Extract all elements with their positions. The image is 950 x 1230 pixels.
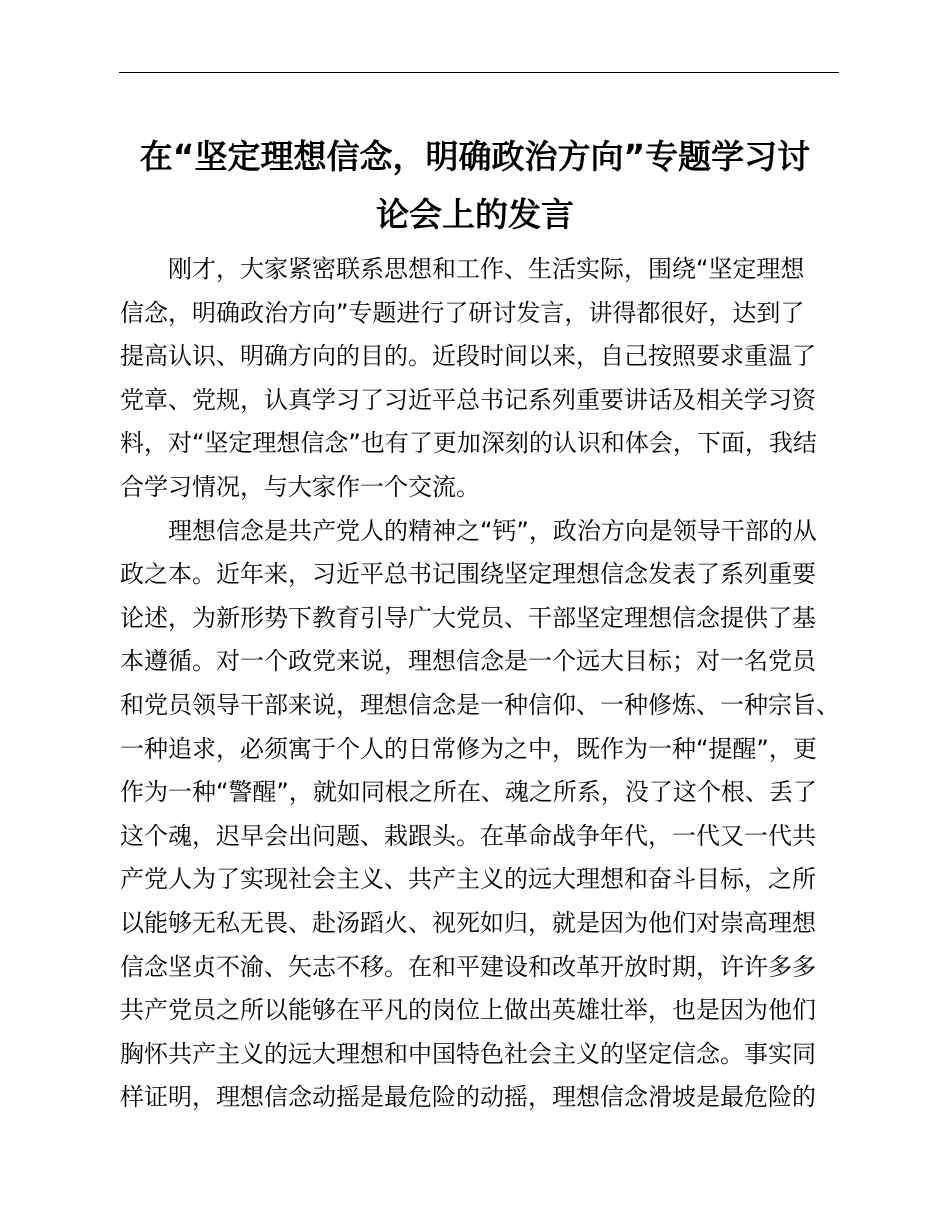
paragraph-2 [120,510,842,1120]
paragraph-line: 这个魂，迟早会出问题、栽跟头。在革命战争年代，一代又一代共 [120,821,816,850]
header-rule [119,72,839,73]
paragraph-line: 料，对“坚定理想信念”也有了更加深刻的认识和体会，下面，我结 [120,429,817,458]
paragraph-line: 本遵循。对一个政党来说，理想信念是一个远大目标；对一名党员 [120,647,816,676]
paragraph-line: 理想信念是共产党人的精神之“钙”，政治方向是领导干部的从 [168,516,817,545]
paragraph-line: 以能够无私无畏、赴汤蹈火、视死如归，就是因为他们对崇高理想 [120,908,816,937]
paragraph-line: 信念坚贞不渝、矢志不移。在和平建设和改革开放时期，许许多多 [120,952,816,981]
paragraph-line: 合学习情况，与大家作一个交流。 [120,472,480,501]
paragraph-line: 样证明，理想信念动摇是最危险的动摇，理想信念滑坡是最危险的 [120,1083,816,1112]
paragraph-line: 作为一种“警醒”，就如同根之所在、魂之所系，没了这个根、丢了 [120,778,817,807]
paragraph-line: 提高认识、明确方向的目的。近段时间以来，自己按照要求重温了 [120,342,816,371]
paragraph-line: 胸怀共产主义的远大理想和中国特色社会主义的坚定信念。事实同 [120,1039,816,1068]
document-body [120,248,842,1120]
title-line-1: 在“坚定理想信念，明确政治方向”专题学习讨 [139,137,811,176]
paragraph-line: 政之本。近年来，习近平总书记围绕坚定理想信念发表了系列重要 [120,560,816,589]
paragraph-line: 产党人为了实现社会主义、共产主义的远大理想和奋斗目标，之所 [120,865,816,894]
title-line-2: 论会上的发言 [376,195,574,234]
paragraph-line: 党章、党规，认真学习了习近平总书记系列重要讲话及相关学习资 [120,385,816,414]
paragraph-line: 一种追求，必须寓于个人的日常修为之中，既作为一种“提醒”，更 [120,734,817,763]
document-title [0,128,950,244]
paragraph-line: 共产党员之所以能够在平凡的岗位上做出英雄壮举，也是因为他们 [120,996,816,1025]
paragraph-line: 信念，明确政治方向”专题进行了研讨发言，讲得都很好，达到了 [120,298,805,327]
paragraph-line: 刚才，大家紧密联系思想和工作、生活实际，围绕“坚定理想 [168,255,805,283]
paragraph-line: 论述，为新形势下教育引导广大党员、干部坚定理想信念提供了基 [120,603,816,632]
paragraph-1 [120,248,842,510]
paragraph-line: 和党员领导干部来说，理想信念是一种信仰、一种修炼、一种宗旨、 [120,690,840,719]
